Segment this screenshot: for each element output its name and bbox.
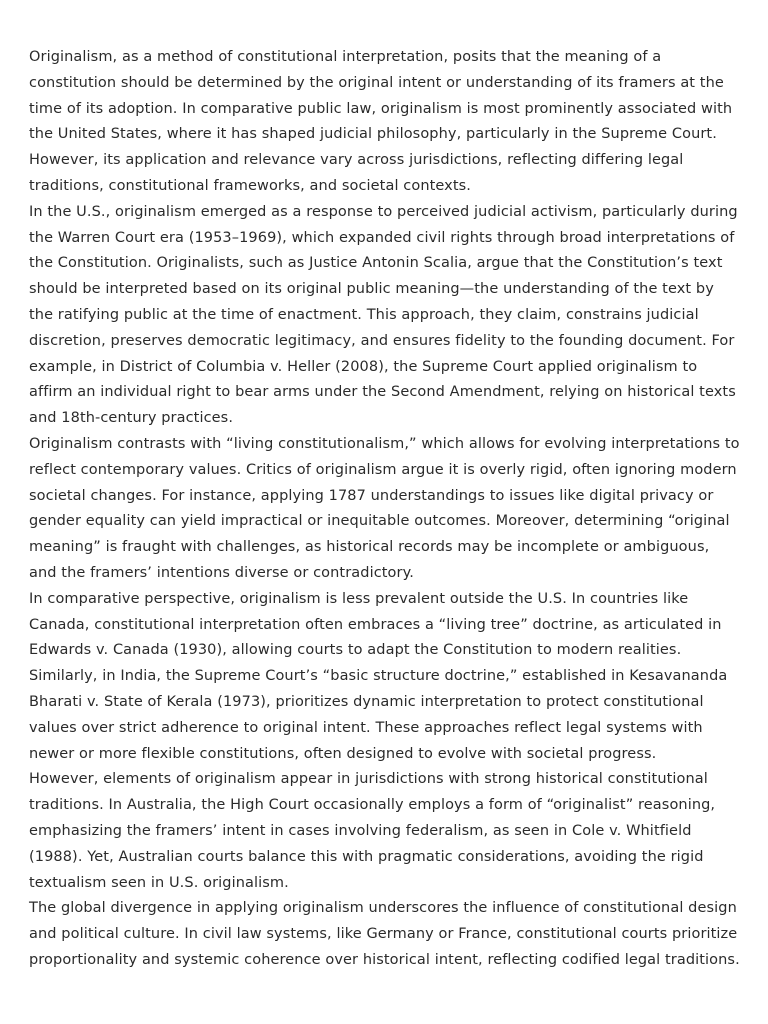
paragraph-5: However, elements of originalism appear in jurisdictions with strong historical constitutional traditions. In Australia, the High Court occasionally employs a form of “originalist” reasoning, emphasizing the framers’ intent in cases involving federalism, as seen in Cole v. Whitfield (1988). Yet, Australian courts balance this with pragmatic considerations, avoiding the rigid textualism seen in U.S. originalism. [29, 771, 716, 891]
paragraph-6: The global divergence in applying originalism underscores the influence of constitutional design and political culture. In civil law systems, like Germany or France, constitutional courts prioritize proportionality and systemic coherence over historical intent, reflecting codified legal traditions. [29, 900, 740, 968]
paragraph-1: Originalism, as a method of constitutional interpretation, posits that the meaning of a constitution should be determined by the original intent or understanding of its framers at the time of its adoption. In comparative public law, originalism is most prominently associated with the United States, where it has shaped judicial philosophy, particularly in the Supreme Court. However, its application and relevance vary across jurisdictions, reflecting differing legal traditions, constitutional frameworks, and societal contexts. [29, 49, 733, 194]
article-body [29, 45, 741, 974]
paragraph-3: Originalism contrasts with “living constitutionalism,” which allows for evolving interpretations to reflect contemporary values. Critics of originalism argue it is overly rigid, often ignoring modern societal changes. For instance, applying 1787 understandings to issues like digital privacy or gender equality can yield impractical or inequitable outcomes. Moreover, determining “original meaning” is fraught with challenges, as historical records may be incomplete or ambiguous, and the framers’ intentions diverse or contradictory. [29, 435, 740, 581]
paragraph-2: In the U.S., originalism emerged as a response to perceived judicial activism, particularly during the Warren Court era (1953–1969), which expanded civil rights through broad interpretations of the Constitution. Originalists, such as Justice Antonin Scalia, argue that the Constitution’s text should be interpreted based on its original public meaning—the understanding of the text by the ratifying public at the time of enactment. This approach, they claim, constrains judicial discretion, preserves democratic legitimacy, and ensures fidelity to the founding document. For example, in District of Columbia v. Heller (2008), the Supreme Court applied originalism to affirm an individual right to bear arms under the Second Amendment, relying on historical texts and 18th-century practices. [29, 203, 738, 427]
paragraph-4: In comparative perspective, originalism is less prevalent outside the U.S. In countries like Canada, constitutional interpretation often embraces a “living tree” doctrine, as articulated in Edwards v. Canada (1930), allowing courts to adapt the Constitution to modern realities. Similarly, in India, the Supreme Court’s “basic structure doctrine,” established in Kesavananda Bharati v. State of Kerala (1973), prioritizes dynamic interpretation to protect constitutional values over strict adherence to original intent. These approaches reflect legal systems with newer or more flexible constitutions, often designed to evolve with societal progress. [29, 590, 728, 762]
